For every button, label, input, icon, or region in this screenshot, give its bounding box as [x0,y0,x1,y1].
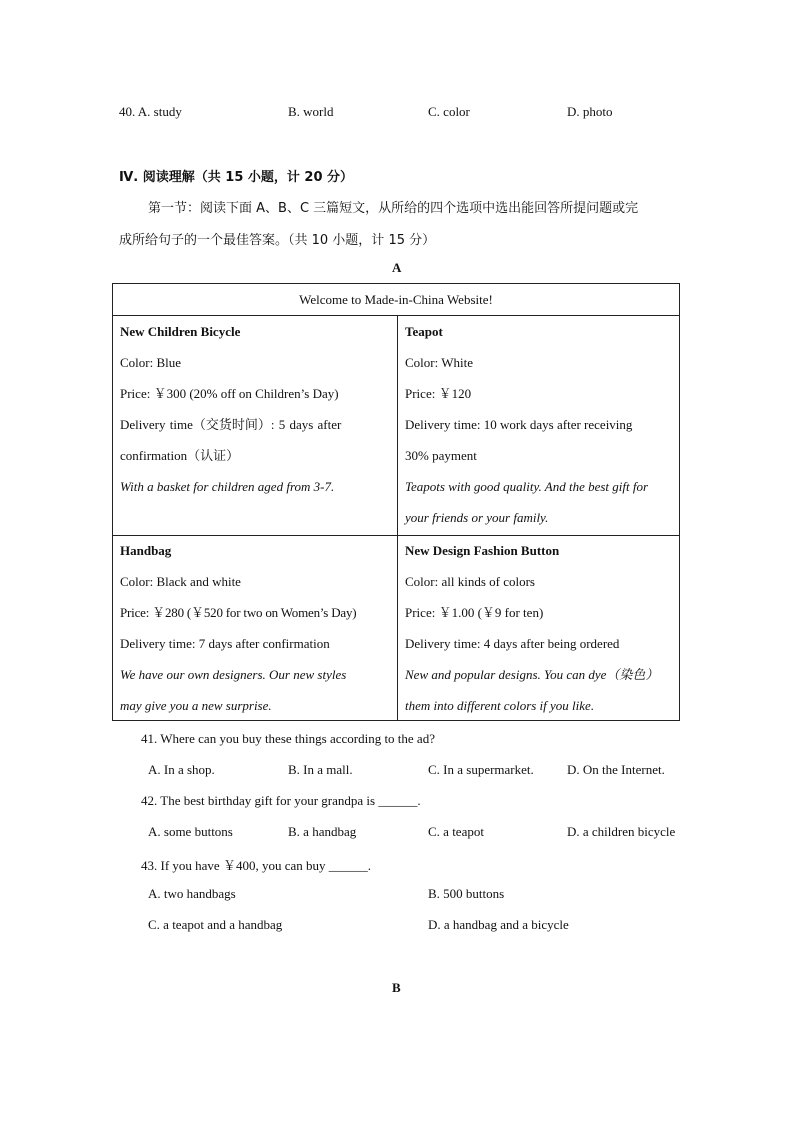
item-price: Price: ￥1.00 (￥9 for ten) [405,605,544,620]
ad-cell-handbag [113,535,397,721]
ad-header: Welcome to Made-in-China Website! [113,284,679,316]
q43-option-d: D. a handbag and a bicycle [428,917,569,932]
item-note-cont: them into different colors if you like. [405,698,595,713]
item-price: Price: ￥300 (20% off on Children’s Day) [120,386,339,401]
item-color: Color: Black and white [120,574,241,589]
q43-option-b: B. 500 buttons [428,886,505,901]
item-note-cont: your friends or your family. [405,510,549,525]
q42-option-d: D. a children bicycle [567,824,676,839]
question-41-stem: 41. Where can you buy these things according to the ad? [141,731,435,746]
section-instruction-line1: 第一节：阅读下面 A、B、C 三篇短文，从所给的四个选项中选出能回答所提问题或完 [148,201,639,216]
q43-option-a: A. two handbags [148,886,236,901]
ad-cell-teapot [398,316,681,533]
question-43-stem: 43. If you have ￥400, you can buy ______. [141,858,371,873]
item-delivery: Delivery time: 10 work days after receiving [405,417,633,432]
passage-b-label: B [392,980,401,995]
item-note: We have our own designers. Our new styles [120,667,347,682]
item-color: Color: Blue [120,355,182,370]
q41-option-c: C. In a supermarket. [428,762,534,777]
item-note-cont: may give you a new surprise. [120,698,272,713]
ad-cell-bicycle [113,316,397,502]
q41-option-a: A. In a shop. [148,762,215,777]
q43-option-c: C. a teapot and a handbag [148,917,283,932]
q42-option-a: A. some buttons [148,824,233,839]
item-delivery-cont: 30% payment [405,448,477,463]
item-price: Price: ￥120 [405,386,472,401]
q40-option-a: 40. A. study [119,104,182,119]
q42-option-b: B. a handbag [288,824,357,839]
q40-option-d: D. photo [567,104,613,119]
item-delivery: Delivery time（交货时间）: 5 days after [120,417,342,432]
item-title: New Children Bicycle [120,324,241,339]
section-instruction-line2: 成所给句子的一个最佳答案。（共 10 小题，计 15 分） [119,233,436,248]
item-delivery-cont: confirmation（认证） [120,448,240,463]
ad-table [112,283,680,721]
section-heading: Ⅳ. 阅读理解（共 15 小题，计 20 分） [119,170,354,185]
item-note: With a basket for children aged from 3-7. [120,479,335,494]
ad-cell-button [398,535,681,721]
passage-a-label: A [392,260,402,275]
item-note: New and popular designs. You can dye（染色） [405,667,659,682]
item-delivery: Delivery time: 4 days after being ordered [405,636,620,651]
item-title: New Design Fashion Button [405,543,560,558]
item-color: Color: White [405,355,474,370]
q41-option-d: D. On the Internet. [567,762,665,777]
q42-option-c: C. a teapot [428,824,484,839]
item-note: Teapots with good quality. And the best gift for [405,479,649,494]
item-color: Color: all kinds of colors [405,574,535,589]
item-title: Handbag [120,543,172,558]
item-title: Teapot [405,324,443,339]
item-delivery: Delivery time: 7 days after confirmation [120,636,330,651]
q41-option-b: B. In a mall. [288,762,353,777]
q40-option-c: C. color [428,104,470,119]
q40-option-b: B. world [288,104,334,119]
question-42-stem: 42. The best birthday gift for your grandpa is ______. [141,793,421,808]
item-price: Price: ￥280 (￥520 for two on Women’s Day) [120,605,357,620]
